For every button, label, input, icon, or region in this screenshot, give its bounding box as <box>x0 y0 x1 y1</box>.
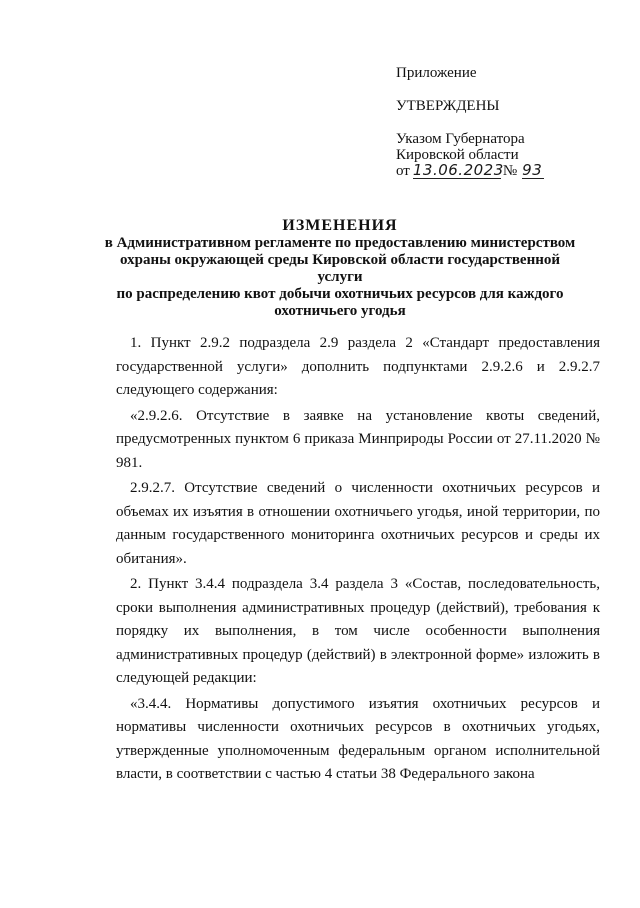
appendix-title: Приложение <box>396 65 477 81</box>
date-prefix: от <box>396 163 410 179</box>
paragraph-subitem-2-9-2-6: «2.9.2.6. Отсутствие в заявке на установление квоты сведений, предусмотренных пунктом 6 приказа Минприроды России от 27.11.2020 № 981. <box>116 407 600 471</box>
decree-date-number-line <box>396 163 544 179</box>
handwritten-number: 93 <box>522 161 543 179</box>
paragraph-subitem-3-4-4: «3.4.4. Нормативы допустимого изъятия охотничьих ресурсов и нормативы численности охотничьих ресурсов в охотничьих угодьях, утвержденные уполномоченным федеральным органом исполнительной власти, в соответствии с частью 4 статьи 38 Федерального закона <box>116 695 600 782</box>
paragraph-item-2: 2. Пункт 3.4.4 подраздела 3.4 раздела 3 «Состав, последовательность, сроки выполнения административных процедур (действий), требования к порядку их выполнения, в том числе особенности выполнения административных процедур (действий) в электронной форме» изложить в следующей редакции: <box>116 576 600 686</box>
heading-subtitle-line: охраны окружающей среды Кировской области государственной услуги <box>119 252 561 285</box>
decree-line-1: Указом Губернатора <box>396 131 525 147</box>
heading-subtitle-line: по распределению квот добычи охотничьих ресурсов для каждого <box>116 286 564 302</box>
heading-title: ИЗМЕНЕНИЯ <box>282 217 398 234</box>
approved-label: УТВЕРЖДЕНЫ <box>396 98 500 114</box>
paragraph-subitem-2-9-2-7: 2.9.2.7. Отсутствие сведений о численности охотничьих ресурсов и объемах их изъятия в отношении охотничьего угодья, иной территории, по данным государственного мониторинга охотничьих ресурсов и среды их обитания». <box>116 480 600 567</box>
decree-line-2: Кировской области <box>396 147 519 163</box>
heading-subtitle-line: охотничьего угодья <box>274 303 406 319</box>
paragraph-item-1: 1. Пункт 2.9.2 подраздела 2.9 раздела 2 «Стандарт предоставления государственной услуги» дополнить подпунктами 2.9.2.6 и 2.9.2.7 следующего содержания: <box>116 335 600 398</box>
document-body <box>116 332 600 787</box>
document-heading <box>100 217 580 320</box>
handwritten-date: 13.06.2023 <box>412 161 504 179</box>
number-prefix: № <box>502 163 518 179</box>
heading-subtitle-line: в Административном регламенте по предоставлению министерством <box>104 235 576 251</box>
